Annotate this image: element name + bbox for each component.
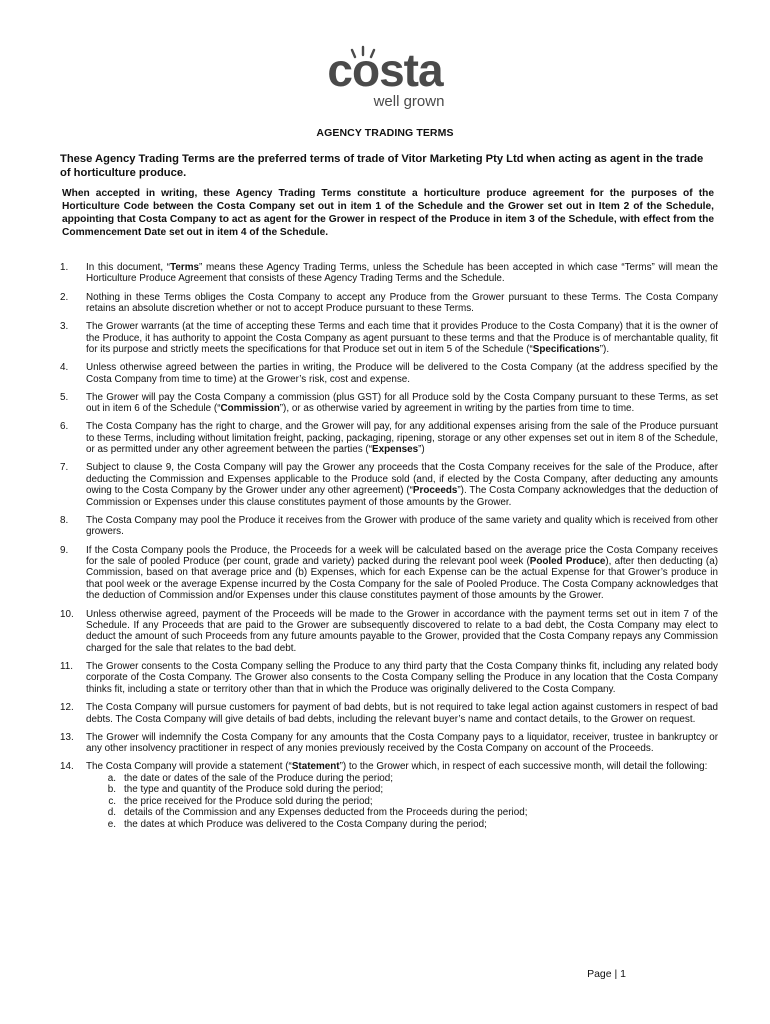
clause-1 bbox=[60, 262, 718, 285]
clause-number: 14. bbox=[60, 761, 74, 773]
clause-7 bbox=[60, 462, 718, 508]
clause-text: The Costa Company may pool the Produce it receives from the Grower with produce of the same variety and quality which is received from other growers. bbox=[86, 514, 718, 538]
clause-2 bbox=[60, 292, 718, 315]
clause-12 bbox=[60, 702, 718, 725]
clause-3 bbox=[60, 321, 718, 355]
clause-text: The Costa Company has the right to charge, and the Grower will pay, for any additional expenses arising from the sale of the Produce pursuant to these Terms, including without limitation freight, packing, packaging, ripening, storage or any other expenses set out in item 8 of the Schedule, or as permitted under any other agreement between the parties (“Expenses”) bbox=[86, 421, 718, 456]
logo-wordmark: costa bbox=[327, 44, 443, 96]
clause-text: The Grower will pay the Costa Company a commission (plus GST) for all Produce sold by the Costa Company pursuant to these Terms, as set out in item 6 of the Schedule (“Commission”), or as otherwise varied by agreement in writing by the parties from time to time. bbox=[86, 391, 718, 415]
costa-logo-graphic bbox=[305, 42, 465, 114]
clause-text: Unless otherwise agreed between the parties in writing, the Produce will be delivered to the Costa Company (at the address specified by the Costa Company from time to time) at the Grower’s risk, cost and expense. bbox=[86, 362, 718, 385]
clause-text: The Costa Company will pursue customers for payment of bad debts, but is not required to take legal action against customers in respect of bad debts. The Costa Company will give details of bad debts, including the relevant buyer’s name and contact details, to the Grower on request. bbox=[86, 702, 718, 725]
clause-6 bbox=[60, 421, 718, 455]
clause-number: 12. bbox=[60, 702, 74, 714]
clause-text: Unless otherwise agreed, payment of the Proceeds will be made to the Grower in accordance with the payment terms set out in item 7 of the Schedule. If any Proceeds that are paid to the Grower are subsequently discovered to relate to a bad debt, the Costa Company may elect to deduct the amount of such Proceeds from any future amounts payable to the Grower, provided that the Costa Company repays any Commission charged for the sale that relates to the bad debt. bbox=[86, 608, 718, 654]
clause-11 bbox=[60, 661, 718, 695]
clause-text: The Grower consents to the Costa Company selling the Produce to any third party that the Costa Company thinks fit, including any related body corporate of the Costa Company. The Grower also consents to the Costa Company selling the Produce in any location that the Costa Company thinks fit, including a state or territory other than that in which the Produce was originally delivered to the Costa Company. bbox=[86, 661, 718, 695]
intro-paragraph-1: These Agency Trading Terms are the preferred terms of trade of Vitor Marketing Pty Ltd when acting as agent in the trade of horticulture produce. bbox=[60, 153, 704, 179]
sub-item-b: b. the type and quantity of the Produce sold during the period; bbox=[107, 784, 384, 796]
clause-list bbox=[60, 262, 718, 837]
clause-number: 11. bbox=[60, 661, 73, 673]
sub-item-d: d. details of the Commission and any Expenses deducted from the Proceeds during the period; bbox=[107, 807, 528, 819]
clause-10 bbox=[60, 609, 718, 655]
clause-number: 8. bbox=[60, 514, 69, 526]
clause-text: The Grower will indemnify the Costa Company for any amounts that the Costa Company pays to a liquidator, receiver, trustee in bankruptcy or any other insolvency practitioner in respect of any monies previously received by the Costa Company on account of the Proceeds. bbox=[86, 731, 718, 755]
clause-text: The Grower warrants (at the time of accepting these Terms and each time that it provides Produce to the Costa Company) that it is the owner of the Produce, it has authority to appoint the Costa Company as agent pursuant to these terms and that the Produce is of merchantable quality, fit for its purpose and strictly meets the specifications for that Produce set out in item 5 of the Schedule (“Specifications”). bbox=[86, 321, 718, 356]
clause-number: 10. bbox=[60, 608, 74, 620]
clause-text: Subject to clause 9, the Costa Company will pay the Grower any proceeds that the Costa Company receives for the sale of the Produce, after deducting the Commission and Expenses applicable to the Produce sold (and, if elected by the Costa Company, after deducting any amounts owing to the Costa Company by the Grower under any other agreement) (“Proceeds”). The Costa Company acknowledges that the deduction of Commission or Expenses under this clause constitutes payment of those amounts by the Grower. bbox=[86, 462, 718, 508]
clause-number: 1. bbox=[60, 262, 69, 273]
clause-number: 4. bbox=[60, 362, 69, 374]
clause-number: 9. bbox=[60, 544, 69, 556]
clause-8 bbox=[60, 515, 718, 538]
clause-text: The Costa Company will provide a statement (“Statement”) to the Grower which, in respect of each successive month, will detail the following: a. the date or dates of the sale of the Produce during the period; b. the type and quantity of the Produce sold during the period; c. the price received for the Produce sold during the period; d. details of the Commission and any Expenses deducted from the Proceeds during the period; e. the dates at which Produce was delivered to the Costa Company during the period; bbox=[86, 761, 718, 830]
sub-item-c: c. the price received for the Produce sold during the period; bbox=[108, 795, 373, 807]
clause-14 bbox=[60, 761, 718, 830]
clause-9 bbox=[60, 545, 718, 602]
clause-number: 2. bbox=[60, 291, 69, 303]
clause-number: 13. bbox=[60, 731, 74, 743]
clause-text: In this document, “Terms” means these Agency Trading Terms, unless the Schedule has been accepted in which case “Terms” will mean the Horticulture Produce Agreement that consists of these Agency Trading Terms and the Schedule. bbox=[86, 262, 718, 285]
clause-5 bbox=[60, 392, 718, 415]
sub-item-e: e. the dates at which Produce was delivered to the Costa Company during the period; bbox=[107, 818, 487, 830]
intro-paragraph-2: When accepted in writing, these Agency Trading Terms constitute a horticulture produce agreement for the purposes of the Horticulture Code between the Costa Company set out in item 1 of the Schedule and the Grower set out in Item 2 of the Schedule, appointing that Costa Company to act as agent for the Grower in respect of the Produce in item 3 of the Schedule, with effect from the Commencement Date set out in item 4 of the Schedule. bbox=[62, 188, 714, 238]
clause-number: 3. bbox=[60, 321, 69, 333]
clause-4 bbox=[60, 362, 718, 385]
clause-number: 5. bbox=[60, 391, 69, 403]
clause-number: 7. bbox=[60, 462, 69, 474]
logo-tagline: well grown bbox=[373, 93, 445, 110]
costa-logo bbox=[305, 42, 465, 114]
clause-text: If the Costa Company pools the Produce, the Proceeds for a week will be calculated based on the average price the Costa Company receives for the sale of pooled Produce (per count, grade and variety) packed during the relevant pool week (Pooled Produce), after then deducting (a) Commission, based on that average price and (b) Expenses, which for each Expense can be the actual Expense for that Grower’s produce in that pool week or the average Expense incurred by the Costa Company for the sale of Pooled Produce. The Costa Company acknowledges that the deduction of Commission and/or Expenses under this clause constitutes payment of those amounts by the Grower. bbox=[86, 544, 718, 602]
page-number: Page | 1 bbox=[587, 968, 626, 980]
clause-text: Nothing in these Terms obliges the Costa Company to accept any Produce from the Grower pursuant to these Terms. The Costa Company retains an absolute discretion whether or not to accept Produce pursuant to these Terms. bbox=[86, 291, 718, 315]
sub-item-a: a. the date or dates of the sale of the Produce during the period; bbox=[107, 772, 394, 784]
clause-number: 6. bbox=[60, 421, 69, 433]
document-title: AGENCY TRADING TERMS bbox=[316, 127, 454, 139]
clause-13 bbox=[60, 732, 718, 755]
